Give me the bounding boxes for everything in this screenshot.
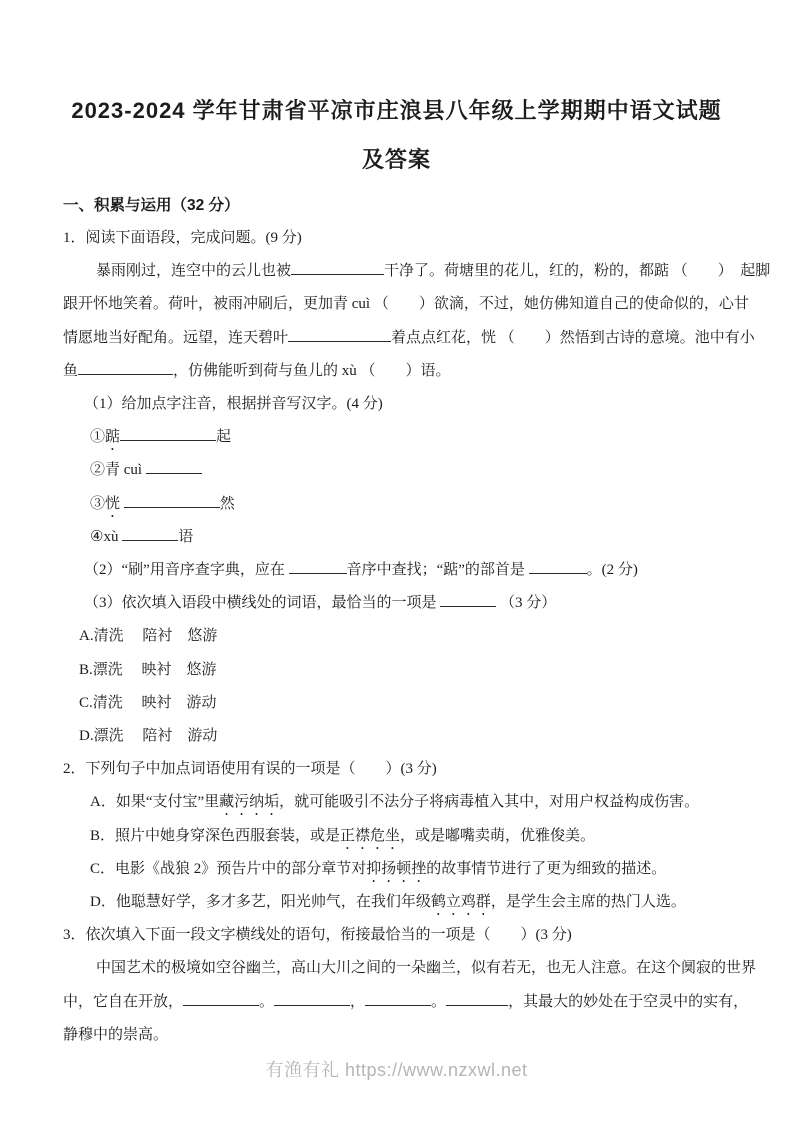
answer-blank: [289, 559, 347, 574]
text-segment: ③: [90, 495, 106, 512]
passage-line: [63, 322, 755, 355]
text-segment: ④xù: [90, 528, 123, 545]
sub-question-1-stem: （1）给加点字注音，根据拼音写汉字。(4 分): [84, 396, 383, 413]
exam-title: 2023-2024 学年甘肃省平凉市庄浪县八年级上学期期中语文试题及答案: [71, 98, 722, 172]
answer-blank: [146, 459, 202, 474]
answer-blank: [78, 360, 173, 375]
answer-blank: [120, 426, 216, 441]
text-segment: A．如果“支付宝”里: [90, 794, 220, 811]
text-segment: 。: [259, 993, 275, 1010]
option-a: A.清洗 陪衬 悠游: [79, 628, 218, 645]
option-b: [63, 820, 730, 853]
text-segment: ，: [350, 993, 366, 1010]
passage-line: [63, 952, 757, 985]
text-segment: 然: [219, 495, 235, 512]
text-segment: 的故事情节进行了更为细致的描述。: [426, 860, 667, 877]
text-segment: C．电影《战狼 2》预告片中的部分章节对: [90, 860, 367, 877]
text-segment: 情愿地当好配角。远望，连天碧叶: [63, 329, 289, 346]
watermark-footer: 有渔有礼 https://www.nzxwl.net: [265, 1060, 528, 1080]
text-segment: ，其最大的妙处在于空灵中的实有，: [508, 993, 749, 1010]
answer-blank: [291, 260, 384, 275]
emphasized-text: 藏污纳垢: [219, 794, 280, 811]
text-segment: 暴雨刚过，连空中的云儿也被: [96, 263, 292, 280]
text-segment: 跟开怀地笑着。荷叶，被雨冲刷后，更加青 cuì （ ）欲滴，不过，她仿佛知道自己的使命似的，心甘: [63, 296, 749, 313]
sub-question-3-stem: [63, 587, 730, 620]
emphasized-text: 正襟危坐: [340, 827, 401, 844]
answer-blank: [122, 526, 178, 541]
text-segment: ①: [90, 429, 106, 446]
answer-blank: [529, 559, 587, 574]
section-1-heading: 一、积累与运用（32 分）: [63, 197, 240, 214]
question-2-stem: 2．下列句子中加点词语使用有误的一项是（ ）(3 分): [63, 761, 437, 778]
passage-line: [63, 355, 730, 388]
text-segment: 静穆中的崇高。: [63, 1026, 169, 1043]
emphasized-text: 抑扬顿挫: [366, 860, 427, 877]
text-segment: ②青 cuì: [90, 462, 146, 479]
emphasized-text: 踮: [105, 429, 121, 446]
question-3-stem: 3．依次填入下面一段文字横线处的语句，衔接最恰当的一项是（ ）(3 分): [63, 927, 572, 944]
text-segment: 中，它自在开放，: [63, 993, 184, 1010]
option-c: [63, 853, 730, 886]
text-segment: （3）依次填入语段中横线处的词语，最恰当的一项是: [84, 595, 441, 612]
option-d: D.漂洗 陪衬 游动: [79, 728, 218, 745]
option-a: [63, 786, 730, 819]
text-segment: （3 分）: [496, 595, 557, 612]
answer-blank: [446, 991, 508, 1006]
text-segment: ，就可能吸引不法分子将病毒植入其中，对用户权益构成伤害。: [279, 794, 700, 811]
text-segment: 。: [431, 993, 447, 1010]
emphasized-text: 恍: [105, 495, 121, 512]
passage-line: [63, 986, 749, 1019]
option-b: B.漂洗 映衬 悠游: [79, 661, 217, 678]
text-segment: 中国艺术的极境如空谷幽兰，高山大川之间的一朵幽兰，似有若无，也无人注意。在这个阒寂的世界: [96, 960, 757, 977]
passage-line: [63, 1019, 730, 1052]
text-segment: D．他聪慧好学，多才多艺，阳光帅气，在我们年级: [90, 894, 431, 911]
text-segment: 音序中查找；“踮”的部首是: [346, 562, 529, 579]
text-segment: ，是学生会主席的热门人选。: [490, 894, 686, 911]
text-segment: 干净了。荷塘里的花儿，红的，粉的，都踮 （ ） 起脚: [384, 263, 771, 280]
emphasized-text: 鹤立鸡群: [430, 894, 491, 911]
text-segment: 。(2 分): [586, 562, 638, 579]
pinyin-item-3: [63, 488, 730, 521]
sub-question-2-stem: [63, 554, 730, 587]
question-1-stem: 1．阅读下面语段，完成问题。(9 分): [63, 230, 302, 246]
passage-line: [63, 255, 771, 288]
option-d: [63, 886, 730, 919]
text-segment: ，仿佛能听到荷与鱼儿的 xù （ ）语。: [173, 362, 451, 379]
answer-blank: [183, 991, 259, 1006]
text-segment: ，或是嘟嘴卖萌，优雅俊美。: [400, 827, 596, 844]
text-segment: B．照片中她身穿深色西服套装，或是: [90, 827, 341, 844]
text-segment: （2）“刷”用音序查字典，应在: [84, 562, 289, 579]
pinyin-item-1: [63, 421, 730, 454]
answer-blank: [274, 991, 350, 1006]
answer-blank: [440, 592, 496, 607]
pinyin-item-2: [63, 454, 730, 487]
answer-blank: [288, 327, 391, 342]
text-segment: 语: [178, 528, 194, 545]
text-segment: 着点点红花，恍 （ ）然悟到古诗的意境。池中有小: [391, 329, 755, 346]
answer-blank: [124, 493, 220, 508]
pinyin-item-4: [63, 521, 730, 554]
text-segment: 起: [216, 429, 232, 446]
answer-blank: [365, 991, 431, 1006]
passage-line: [63, 288, 749, 321]
text-segment: 鱼: [63, 362, 79, 379]
option-c: C.清洗 映衬 游动: [79, 694, 217, 711]
